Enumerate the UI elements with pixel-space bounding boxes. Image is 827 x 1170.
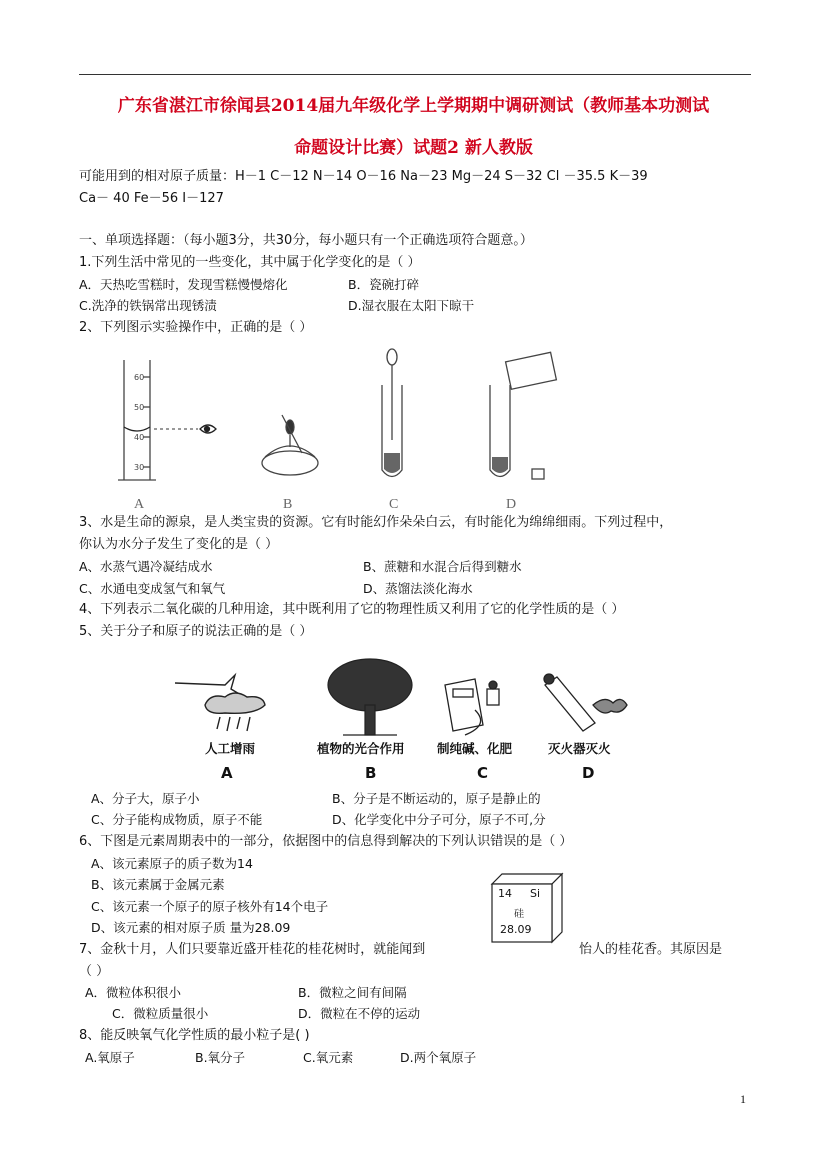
q8-option-a: A.氧原子 [85, 1050, 135, 1065]
q3-stem-line-1: 3、水是生命的源泉，是人类宝贵的资源。它有时能幻作朵朵白云，有时能化为绵绵细雨。下列过程中， [79, 515, 673, 530]
q5-letter-d: D [582, 764, 595, 782]
q8-option-c: C.氧元素 [303, 1050, 354, 1065]
q5-caption-d: 灭火器灭火 [548, 741, 611, 756]
q1-option-b: B．瓷碗打碎 [348, 277, 420, 292]
fertilizer-bag-icon [445, 679, 499, 735]
q5-letter-a: A [221, 764, 233, 782]
q2-label-b: B [283, 497, 293, 512]
q3-option-d: D、蒸馏法淡化海水 [363, 581, 473, 596]
q3-option-c: C、水通电变成氢气和氧气 [79, 581, 226, 596]
q2-experiment-figure [110, 345, 570, 515]
tick-label: 50 [134, 403, 145, 412]
q5-co2-uses-figure [165, 655, 635, 745]
q6-option-d: D、该元素的相对原子质 量为28.09 [91, 920, 291, 935]
q8-option-d: D.两个氧原子 [400, 1050, 477, 1065]
q7-stem-left: 7、金秋十月，人们只要靠近盛开桂花的桂花树时，就能闻到 [79, 942, 426, 957]
header-rule [79, 74, 751, 75]
atomic-mass-line-1: 可能用到的相对原子质量：H－1 C－12 N－14 O－16 Na－23 Mg－24 S－32 Cl －35.5 K－39 [79, 169, 648, 184]
q7-stem-right: 怡人的桂花香。其原因是 [579, 942, 723, 957]
q8-option-b: B.氧分子 [195, 1050, 246, 1065]
atomic-number: 14 [498, 887, 512, 900]
q6-option-a: A、该元素原子的质子数为14 [91, 856, 253, 871]
q4-stem: 4、下列表示二氧化碳的几种用途，其中既利用了它的物理性质又利用了它的化学性质的是（ ） [79, 602, 625, 617]
q8-stem: 8、能反映氧气化学性质的最小粒子是( ) [79, 1028, 310, 1043]
section-heading: 一、单项选择题：（每小题3分，共30分，每小题只有一个正确选项符合题意。） [79, 233, 533, 248]
q5-caption-c: 制纯碱、化肥 [437, 741, 513, 756]
silicon-element-tile [488, 872, 568, 944]
tree-icon [328, 659, 412, 735]
q5-option-a: A、分子大，原子小 [91, 791, 200, 806]
fire-extinguisher-icon [544, 674, 627, 731]
q7-option-a: A．微粒体积很小 [85, 985, 182, 1000]
q7-option-d: D．微粒在不停的运动 [298, 1006, 421, 1021]
q7-option-b: B．微粒之间有间隔 [298, 985, 407, 1000]
q1-stem: 1.下列生活中常见的一些变化，其中属于化学变化的是（ ） [79, 255, 421, 270]
q2-label-a: A [134, 497, 145, 512]
q1-option-c: C.洗净的铁锅常出现锈渍 [79, 298, 217, 313]
q6-stem: 6、下图是元素周期表中的一部分，依据图中的信息得到解决的下列认识错误的是（ ） [79, 834, 573, 849]
atomic-mass-line-2: Ca－ 40 Fe－56 I－127 [79, 191, 224, 206]
q2-label-c: C [389, 497, 399, 512]
q6-option-c: C、该元素一个原子的原子核外有14个电子 [91, 899, 329, 914]
q5-option-c: C、分子能构成物质，原子不能 [91, 812, 263, 827]
tick-label: 40 [134, 433, 145, 442]
q5-letter-b: B [365, 764, 377, 782]
q6-option-b: B、该元素属于金属元素 [91, 877, 225, 892]
tick-label: 30 [134, 463, 145, 472]
q5-option-d: D、化学变化中分子可分，原子不可,分 [332, 812, 546, 827]
q2-stem: 2、下列图示实验操作中，正确的是（ ） [79, 320, 313, 335]
atomic-mass: 28.09 [500, 923, 532, 936]
q5-caption-b: 植物的光合作用 [317, 741, 405, 756]
eye-icon [200, 425, 216, 433]
tick-label: 60 [134, 373, 145, 382]
alcohol-lamp-icon [262, 415, 318, 475]
q7-option-c: C．微粒质量很小 [112, 1006, 209, 1021]
test-tube-pouring-icon [490, 352, 556, 479]
airplane-cloud-rain-icon [175, 675, 265, 731]
page-number: 1 [740, 1092, 746, 1106]
title-line-1: 广东省湛江市徐闻县2014届九年级化学上学期期中调研测试（教师基本功测试 [117, 96, 710, 116]
q1-option-d: D.湿衣服在太阳下晾干 [348, 298, 475, 313]
element-name: 硅 [514, 909, 524, 920]
title-line-2: 命题设计比赛）试题2 新人教版 [294, 138, 533, 158]
q3-stem-line-2: 你认为水分子发生了变化的是（ ） [79, 537, 279, 552]
q7-paren: （ ） [79, 964, 110, 979]
test-tube-dropper-icon [382, 349, 402, 477]
q5-letter-c: C [477, 764, 489, 782]
q1-option-a: A．天热吃雪糕时，发现雪糕慢慢熔化 [79, 277, 288, 292]
q5-stem: 5、关于分子和原子的说法正确的是（ ） [79, 624, 313, 639]
q5-caption-a: 人工增雨 [205, 741, 256, 756]
q2-label-d: D [506, 497, 517, 512]
q5-option-b: B、分子是不断运动的，原子是静止的 [332, 791, 541, 806]
element-symbol: Si [530, 887, 541, 900]
q3-option-b: B、蔗糖和水混合后得到糖水 [363, 559, 522, 574]
q3-option-a: A、水蒸气遇冷凝结成水 [79, 559, 213, 574]
